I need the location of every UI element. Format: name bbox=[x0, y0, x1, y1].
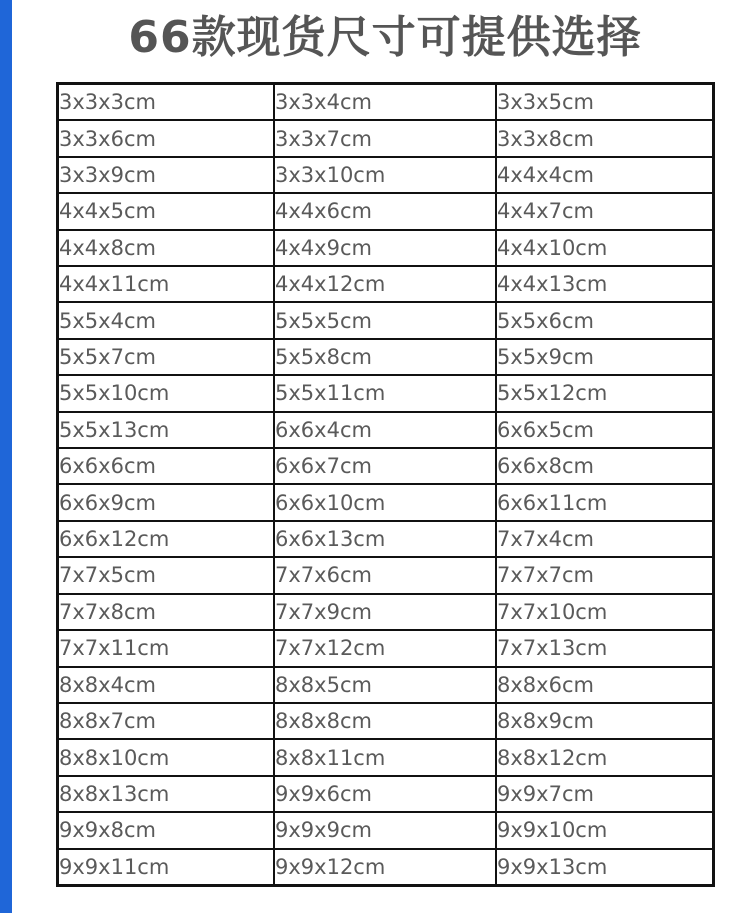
size-cell: 8x8x13cm bbox=[58, 776, 275, 812]
size-cell: 9x9x6cm bbox=[274, 776, 496, 812]
size-table bbox=[56, 82, 715, 887]
size-cell: 5x5x4cm bbox=[58, 302, 275, 338]
size-cell: 9x9x10cm bbox=[496, 812, 714, 848]
size-cell: 9x9x13cm bbox=[496, 849, 714, 886]
size-cell: 8x8x7cm bbox=[58, 703, 275, 739]
size-cell: 4x4x8cm bbox=[58, 230, 275, 266]
size-cell: 8x8x10cm bbox=[58, 739, 275, 775]
size-cell: 3x3x8cm bbox=[496, 120, 714, 156]
size-cell: 8x8x9cm bbox=[496, 703, 714, 739]
table-row bbox=[58, 157, 714, 193]
left-accent-bar bbox=[0, 0, 12, 913]
table-row bbox=[58, 667, 714, 703]
table-row bbox=[58, 193, 714, 229]
size-cell: 4x4x5cm bbox=[58, 193, 275, 229]
size-cell: 7x7x6cm bbox=[274, 557, 496, 593]
size-cell: 7x7x8cm bbox=[58, 594, 275, 630]
table-row bbox=[58, 776, 714, 812]
size-cell: 6x6x5cm bbox=[496, 412, 714, 448]
size-cell: 8x8x12cm bbox=[496, 739, 714, 775]
table-row bbox=[58, 849, 714, 886]
size-cell: 6x6x13cm bbox=[274, 521, 496, 557]
size-cell: 4x4x11cm bbox=[58, 266, 275, 302]
size-cell: 3x3x6cm bbox=[58, 120, 275, 156]
size-cell: 4x4x12cm bbox=[274, 266, 496, 302]
size-cell: 5x5x10cm bbox=[58, 375, 275, 411]
size-cell: 8x8x4cm bbox=[58, 667, 275, 703]
size-cell: 8x8x6cm bbox=[496, 667, 714, 703]
size-cell: 4x4x13cm bbox=[496, 266, 714, 302]
size-cell: 6x6x8cm bbox=[496, 448, 714, 484]
size-cell: 9x9x9cm bbox=[274, 812, 496, 848]
size-cell: 4x4x7cm bbox=[496, 193, 714, 229]
size-cell: 5x5x11cm bbox=[274, 375, 496, 411]
size-cell: 6x6x12cm bbox=[58, 521, 275, 557]
size-cell: 3x3x5cm bbox=[496, 84, 714, 121]
table-row bbox=[58, 484, 714, 520]
table-row bbox=[58, 339, 714, 375]
size-cell: 3x3x4cm bbox=[274, 84, 496, 121]
size-cell: 7x7x13cm bbox=[496, 630, 714, 666]
size-cell: 5x5x6cm bbox=[496, 302, 714, 338]
size-cell: 3x3x9cm bbox=[58, 157, 275, 193]
size-cell: 7x7x10cm bbox=[496, 594, 714, 630]
size-cell: 7x7x7cm bbox=[496, 557, 714, 593]
size-table-body bbox=[58, 84, 714, 886]
table-row bbox=[58, 84, 714, 121]
size-cell: 3x3x3cm bbox=[58, 84, 275, 121]
size-cell: 7x7x11cm bbox=[58, 630, 275, 666]
size-cell: 7x7x5cm bbox=[58, 557, 275, 593]
table-row bbox=[58, 230, 714, 266]
table-row bbox=[58, 703, 714, 739]
table-row bbox=[58, 302, 714, 338]
size-cell: 6x6x6cm bbox=[58, 448, 275, 484]
table-row bbox=[58, 448, 714, 484]
size-cell: 6x6x11cm bbox=[496, 484, 714, 520]
size-cell: 4x4x4cm bbox=[496, 157, 714, 193]
table-row bbox=[58, 557, 714, 593]
table-row bbox=[58, 375, 714, 411]
size-cell: 5x5x8cm bbox=[274, 339, 496, 375]
size-cell: 3x3x10cm bbox=[274, 157, 496, 193]
table-row bbox=[58, 120, 714, 156]
size-cell: 5x5x5cm bbox=[274, 302, 496, 338]
size-cell: 5x5x13cm bbox=[58, 412, 275, 448]
size-cell: 8x8x5cm bbox=[274, 667, 496, 703]
size-cell: 7x7x4cm bbox=[496, 521, 714, 557]
size-cell: 9x9x11cm bbox=[58, 849, 275, 886]
size-cell: 7x7x12cm bbox=[274, 630, 496, 666]
size-cell: 7x7x9cm bbox=[274, 594, 496, 630]
table-row bbox=[58, 266, 714, 302]
size-cell: 9x9x12cm bbox=[274, 849, 496, 886]
size-cell: 4x4x10cm bbox=[496, 230, 714, 266]
size-cell: 6x6x9cm bbox=[58, 484, 275, 520]
table-row bbox=[58, 812, 714, 848]
size-cell: 6x6x4cm bbox=[274, 412, 496, 448]
size-cell: 4x4x6cm bbox=[274, 193, 496, 229]
size-cell: 4x4x9cm bbox=[274, 230, 496, 266]
table-row bbox=[58, 739, 714, 775]
size-cell: 6x6x10cm bbox=[274, 484, 496, 520]
size-cell: 5x5x12cm bbox=[496, 375, 714, 411]
size-cell: 8x8x8cm bbox=[274, 703, 496, 739]
size-cell: 5x5x9cm bbox=[496, 339, 714, 375]
size-cell: 8x8x11cm bbox=[274, 739, 496, 775]
table-row bbox=[58, 521, 714, 557]
page-title: 66款现货尺寸可提供选择 bbox=[128, 12, 642, 63]
size-cell: 9x9x8cm bbox=[58, 812, 275, 848]
size-cell: 9x9x7cm bbox=[496, 776, 714, 812]
table-row bbox=[58, 412, 714, 448]
size-cell: 5x5x7cm bbox=[58, 339, 275, 375]
table-row bbox=[58, 630, 714, 666]
table-row bbox=[58, 594, 714, 630]
size-cell: 6x6x7cm bbox=[274, 448, 496, 484]
size-cell: 3x3x7cm bbox=[274, 120, 496, 156]
